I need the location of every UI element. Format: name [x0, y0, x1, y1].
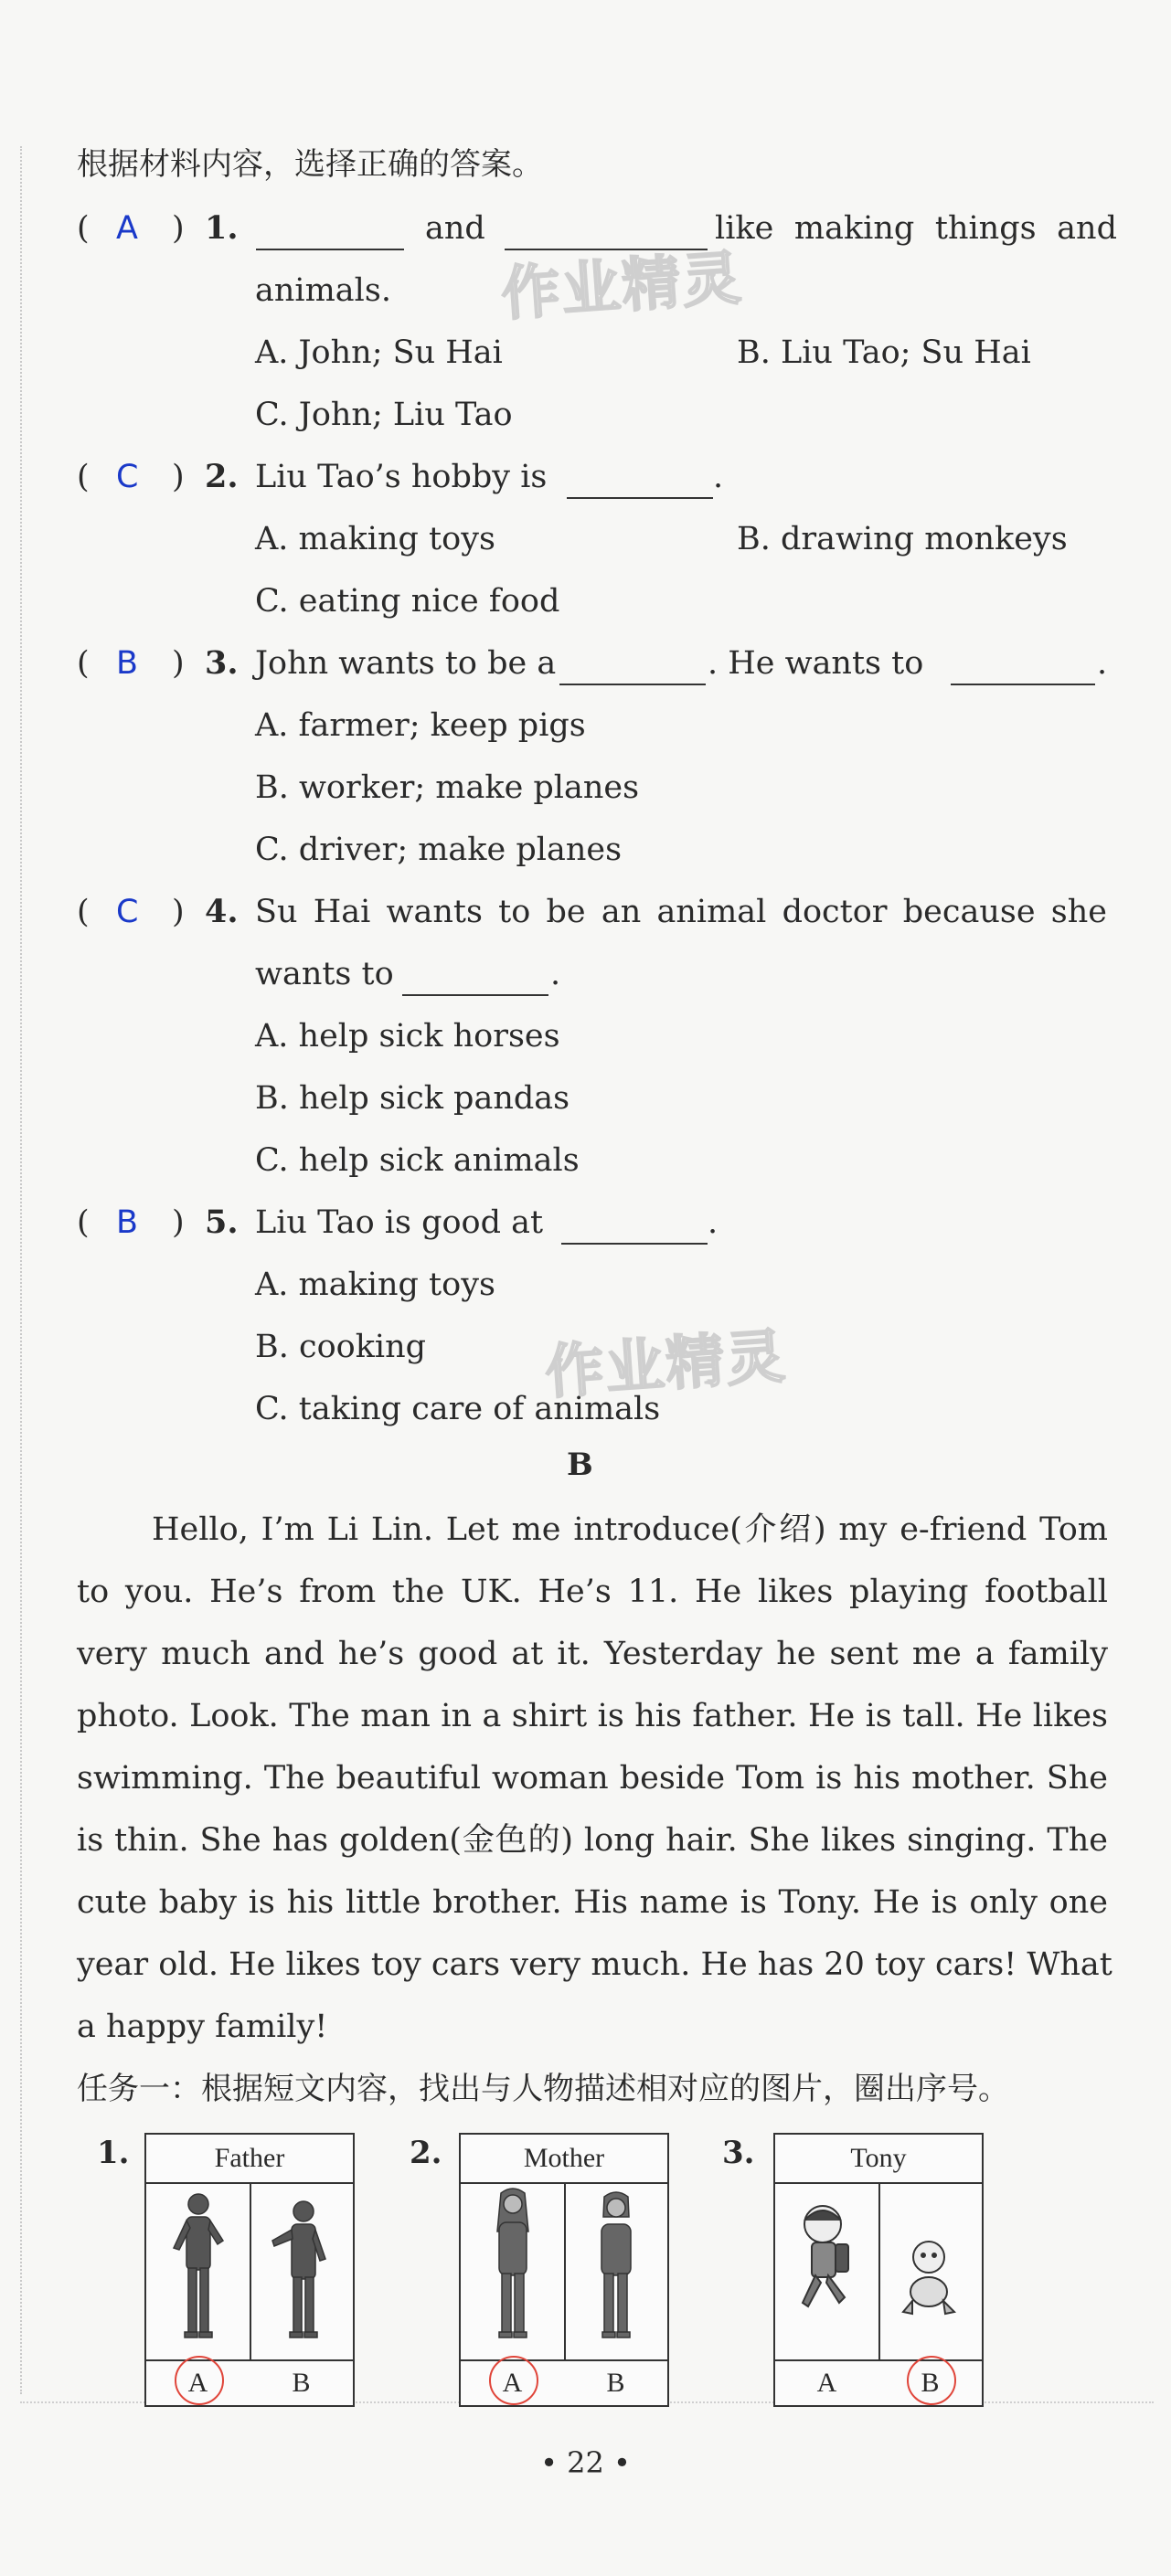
answer-3: B [116, 645, 139, 682]
answer-blank [567, 470, 713, 499]
picture-box-father [144, 2133, 355, 2407]
question-number: 4. [205, 893, 239, 930]
question-stem: Liu Tao’s hobby is [255, 459, 548, 495]
question-number: 1. [205, 209, 239, 247]
picture-box-tony [773, 2133, 984, 2407]
passage-line: Hello, I’m Li Lin. Let me introduce(介绍) my e-friend Tom [152, 1511, 1108, 1548]
option-a: A. making toys [255, 1267, 495, 1303]
question-stem: Su Hai wants to be an animal doctor because she [255, 894, 1107, 930]
option-a: A. farmer; keep pigs [255, 707, 586, 744]
passage-line: to you. He’s from the UK. He’s 11. He likes playing football [77, 1574, 1108, 1610]
option-a: A. John; Su Hai [255, 334, 503, 371]
picture-title: Mother [461, 2135, 667, 2184]
father-figures-illustration [146, 2184, 353, 2358]
section-b-title: B [567, 1447, 593, 1483]
passage-line: photo. Look. The man in a shirt is his father. He is tall. He likes [77, 1698, 1108, 1734]
option-b: B. Liu Tao; Su Hai [737, 334, 1031, 371]
answer-circle [907, 2356, 956, 2405]
answer-blank [951, 656, 1095, 685]
answer-2: C [116, 459, 139, 495]
option-label-b: B [292, 2368, 311, 2398]
question-number: 3. [205, 644, 239, 682]
answer-blank [561, 1215, 708, 1245]
option-label-a: A [502, 2368, 523, 2398]
passage-line: year old. He likes toy cars very much. He has 20 toy cars! What [77, 1946, 1112, 1983]
answer-blank [559, 656, 706, 685]
passage-line: a happy family! [77, 2009, 328, 2045]
question-stem: animals. [255, 272, 391, 309]
question-stem: . [708, 1204, 719, 1241]
option-a: A. making toys [255, 521, 495, 557]
picture-box-mother [459, 2133, 669, 2407]
passage-line: cute baby is his little brother. His name is Tony. He is only one [77, 1884, 1108, 1921]
left-margin-rule [20, 146, 22, 2394]
answer-5: B [116, 1204, 139, 1241]
question-number: 5. [205, 1203, 239, 1241]
question-stem: and [425, 210, 485, 247]
option-c: C. driver; make planes [255, 832, 623, 868]
passage-line: very much and he’s good at it. Yesterday he sent me a family [77, 1636, 1108, 1672]
answer-circle [489, 2356, 538, 2405]
picture-number: 1. [97, 2135, 130, 2171]
answer-blank [256, 221, 404, 250]
option-c: C. taking care of animals [255, 1391, 661, 1427]
option-b: B. worker; make planes [255, 769, 640, 806]
answer-blank [402, 967, 548, 996]
question-stem: . [713, 459, 724, 495]
question-stem: . [550, 956, 561, 992]
answer-4: C [116, 894, 139, 930]
passage-line: is thin. She has golden(金色的) long hair. She likes singing. The [77, 1822, 1108, 1859]
answer-circle [175, 2356, 224, 2405]
answer-1: A [116, 210, 138, 247]
option-label-b: B [606, 2368, 625, 2398]
question-stem: like making things and [715, 210, 1117, 247]
page-number: • 22 • [540, 2445, 631, 2480]
mother-figures-illustration [461, 2184, 667, 2358]
option-c: C. eating nice food [255, 583, 560, 620]
watermark-top: 作业精灵 [499, 244, 745, 330]
question-number: 2. [205, 458, 239, 495]
question-stem: John wants to be a [255, 645, 557, 682]
picture-number: 3. [722, 2135, 755, 2171]
question-stem: Liu Tao is good at [255, 1204, 544, 1241]
picture-number: 2. [410, 2135, 442, 2171]
tony-figures-illustration [775, 2184, 982, 2358]
option-b: B. drawing monkeys [737, 521, 1068, 557]
watermark-bottom: 作业精灵 [543, 1322, 789, 1408]
option-b: B. help sick pandas [255, 1080, 570, 1117]
option-label-a: A [187, 2368, 208, 2398]
worksheet-page: 根据材料内容，选择正确的答案。 作业精灵 作业精灵 ( A ) 1. and like making things and animals. A. John; Su Hai B. Liu Tao; Su Hai C. John; Liu Tao ( C ) 2. Liu Tao’s hobby is . A. making toys B. drawing monkeys C. eating nice food ( B ) 3. John wants to be a . He wants to . A. farmer; keep pigs B. worker; make planes C. driver; make planes ( C ) 4. Su Hai wants to be an animal doctor because she wants to . A. help sick horses B. help sick pandas C. help sick animals ( B ) 5. Liu Tao is good at . A. making toys B. cooking C. taking care of animals B Hello, I’m Li Lin. Let me introduce(介绍) my e-friend Tom to you. He’s from the UK. He’s 11. He likes playing football very much and he’s good at it. Yesterday he sent me a family photo. Look. The man in a shirt is his father. He is tall. He likes swimming. The beautiful woman beside Tom is his mother. She is thin. She has golden(金色的) long hair. She likes singing. The cute baby is his little brother. His name is Tony. He is only one year old. He likes toy cars very much. He has 20 toy cars! What a happy family! 任务一：根据短文内容，找出与人物描述相对应的图片，圈出序号。 1. Father A B 2. Mother A B 3. Tony A B • 22 • [0, 0, 1171, 2576]
question-stem: . He wants to [708, 645, 924, 682]
option-c: C. John; Liu Tao [255, 397, 513, 433]
option-c: C. help sick animals [255, 1142, 580, 1179]
question-stem: wants to [255, 956, 394, 992]
question-stem: . [1097, 645, 1108, 682]
option-label-b: B [921, 2368, 940, 2398]
option-b: B. cooking [255, 1329, 427, 1365]
instruction: 根据材料内容，选择正确的答案。 [77, 146, 543, 183]
picture-title: Tony [775, 2135, 982, 2184]
picture-title: Father [146, 2135, 353, 2184]
passage-line: swimming. The beautiful woman beside Tom is his mother. She [77, 1760, 1108, 1797]
answer-blank [505, 221, 708, 250]
task-1-instruction: 任务一：根据短文内容，找出与人物描述相对应的图片，圈出序号。 [77, 2071, 1009, 2107]
option-label-a: A [816, 2368, 837, 2398]
option-a: A. help sick horses [255, 1018, 560, 1055]
